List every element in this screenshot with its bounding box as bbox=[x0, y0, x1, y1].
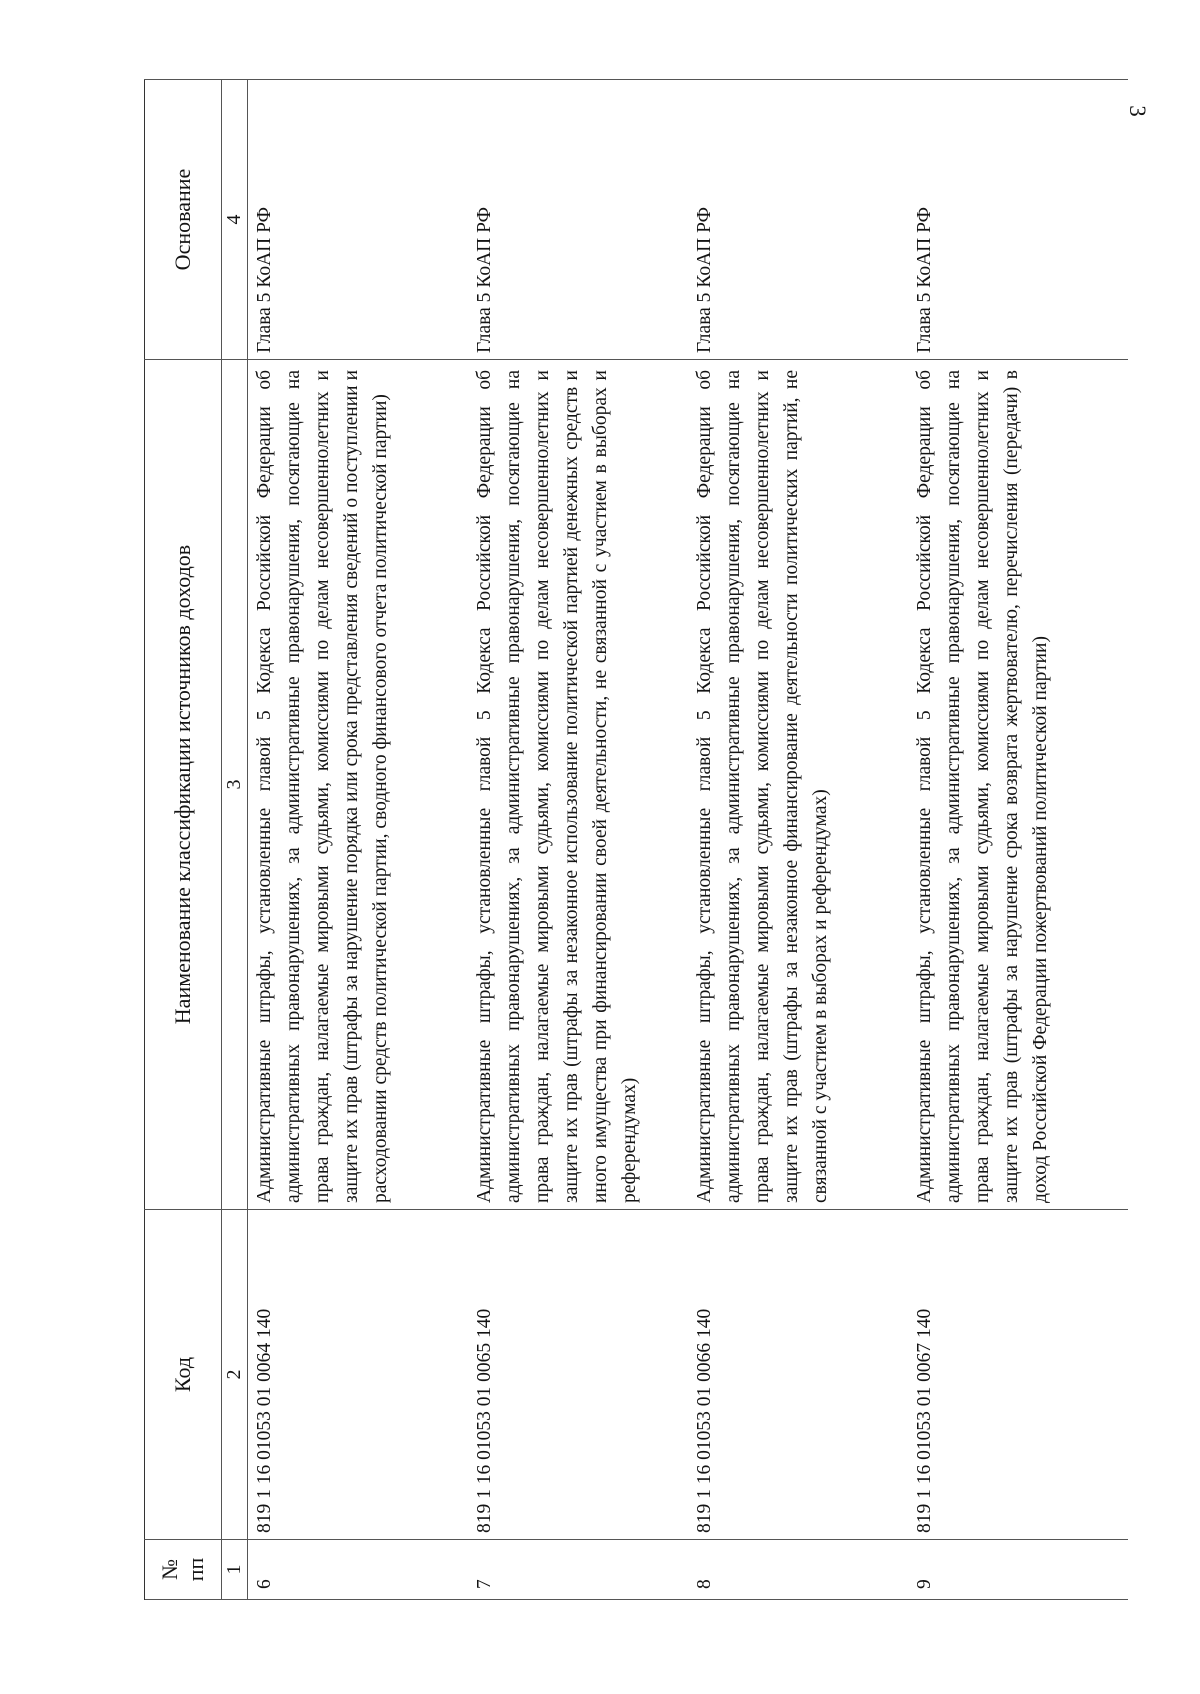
row-code: 819 1 16 01053 01 0066 140 bbox=[688, 1210, 908, 1540]
table-row bbox=[468, 80, 688, 1600]
row-basis: Глава 5 КоАП РФ bbox=[248, 80, 469, 360]
header-num: № пп bbox=[145, 1540, 222, 1600]
row-code: 819 1 16 01053 01 0067 140 bbox=[908, 1210, 1128, 1540]
row-name: Административные штрафы, установленные главой 5 Кодекса Российской Федерации об административных правонарушениях, за административные правонарушения, посягающие на права граждан, налагаемые мировыми судьями, комиссиями по делам несовершеннолетних и защите их прав (штрафы за нарушение срока возврата жертвователю, перечисления (передачи) в доход Российской Федерации пожертвований политической партии) bbox=[908, 360, 1128, 1210]
header-name: Наименование классификации источников доходов bbox=[145, 360, 222, 1210]
column-number-row bbox=[222, 80, 248, 1600]
table-row bbox=[688, 80, 908, 1600]
revenue-classification-table bbox=[144, 79, 1128, 1600]
column-number: 2 bbox=[222, 1210, 248, 1540]
table-row bbox=[908, 80, 1128, 1600]
header-basis: Основание bbox=[145, 80, 222, 360]
row-name: Административные штрафы, установленные главой 5 Кодекса Российской Федерации об административных правонарушениях, за административные правонарушения, посягающие на права граждан, налагаемые мировыми судьями, комиссиями по делам несовершеннолетних и защите их прав (штрафы за незаконное использование политической партией денежных средств и иного имущества при финансировании своей деятельности, не связанной с участием в выборах и референдумах) bbox=[468, 360, 688, 1210]
row-code: 819 1 16 01053 01 0064 140 bbox=[248, 1210, 469, 1540]
document-body bbox=[144, 80, 1051, 1600]
row-number: 9 bbox=[908, 1540, 1128, 1600]
column-number: 3 bbox=[222, 360, 248, 1210]
column-number: 1 bbox=[222, 1540, 248, 1600]
page-number: 3 bbox=[1124, 105, 1150, 117]
row-basis: Глава 5 КоАП РФ bbox=[468, 80, 688, 360]
row-basis: Глава 5 КоАП РФ bbox=[908, 80, 1128, 360]
row-name: Административные штрафы, установленные главой 5 Кодекса Российской Федерации об административных правонарушениях, за административные правонарушения, посягающие на права граждан, налагаемые мировыми судьями, комиссиями по делам несовершеннолетних и защите их прав (штрафы за нарушение порядка или срока представления сведений о поступлении и расходовании средств политической партии, сводного финансового отчета политической партии) bbox=[248, 360, 469, 1210]
column-number: 4 bbox=[222, 80, 248, 360]
header-code: Код bbox=[145, 1210, 222, 1540]
row-number: 7 bbox=[468, 1540, 688, 1600]
row-basis: Глава 5 КоАП РФ bbox=[688, 80, 908, 360]
row-code: 819 1 16 01053 01 0065 140 bbox=[468, 1210, 688, 1540]
row-name: Административные штрафы, установленные главой 5 Кодекса Российской Федерации об административных правонарушениях, за административные правонарушения, посягающие на права граждан, налагаемые мировыми судьями, комиссиями по делам несовершеннолетних и защите их прав (штрафы за незаконное финансирование деятельности политических партий, не связанной с участием в выборах и референдумах) bbox=[688, 360, 908, 1210]
table-header-row bbox=[145, 80, 222, 1600]
row-number: 8 bbox=[688, 1540, 908, 1600]
row-number: 6 bbox=[248, 1540, 469, 1600]
table-row bbox=[248, 80, 469, 1600]
